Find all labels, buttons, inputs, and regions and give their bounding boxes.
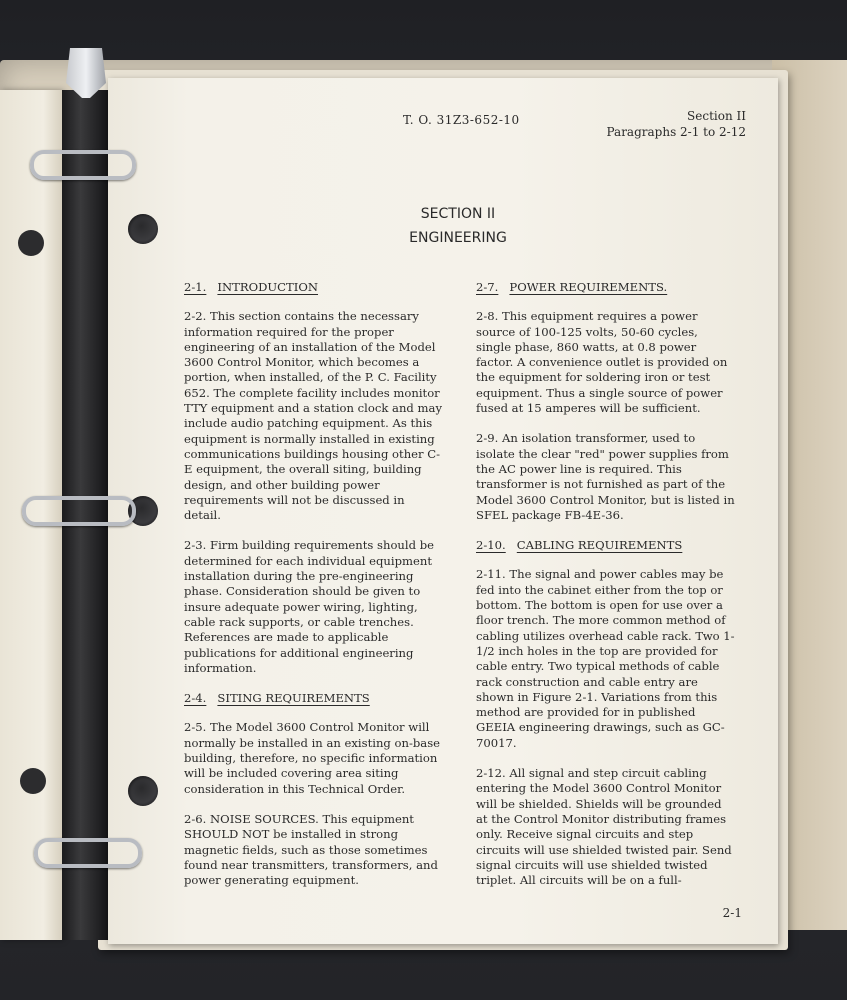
punch-hole-icon <box>18 230 44 256</box>
paragraph-2-2: 2-2. This section contains the necessary information required for the proper engineering of an installation of the Model 3600 Control Monitor, which becomes a portion, when installed, of the P. C. Facility 652. The complete facility includes monitor TTY equipment and a station clock and may include audio patching equipment. As this equipment is normally installed in existing communications buildings housing other C-E equipment, the overall siting, building design, and other building power requirements will not be discussed in detail. <box>184 309 442 523</box>
paragraph-2-8: 2-8. This equipment requires a power source of 100-125 volts, 50-60 cycles, single phase, 860 watts, at 0.8 power factor. A convenience outlet is provided on the equipment for soldering iron or test equipment. Thus a single source of power fused at 15 amperes will be sufficient. <box>476 309 728 416</box>
section-label: Section II <box>687 109 746 123</box>
binder-ring-icon <box>34 838 142 868</box>
doc-number: T. O. 31Z3-652-10 <box>403 113 520 127</box>
heading-power: 2-7. POWER REQUIREMENTS. <box>476 280 668 294</box>
punch-hole-icon <box>20 768 46 794</box>
page-number: 2-1 <box>722 906 742 920</box>
paragraph-2-12: 2-12. All signal and step circuit cabling entering the Model 3600 Control Monitor will be shielded. Shields will be grounded at the Control Monitor distributing frames only. Receive signal circuits and step circuits will use shielded twisted pair. Send signal circuits will use shielded twisted triplet. All circuits will be on a full- <box>476 766 732 888</box>
paragraph-2-9: 2-9. An isolation transformer, used to isolate the clear "red" power supplies from the AC power line is required. This transformer is not furnished as part of the Model 3600 Control Monitor, but is listed in SFEL package FB-4E-36. <box>476 431 735 522</box>
document-page <box>108 78 778 944</box>
binder-ring-icon <box>30 150 136 180</box>
right-column <box>476 280 736 903</box>
paragraph-2-3: 2-3. Firm building requirements should be determined for each individual equipment installation during the pre-engineering phase. Consideration should be given to insure adequate power wiring, lighting, cable rack supports, or cable trenches. References are made to applicable publications for additional engineering information. <box>184 538 435 675</box>
paragraph-range: Paragraphs 2-1 to 2-12 <box>606 125 746 139</box>
section-header <box>607 108 747 140</box>
heading-introduction: 2-1. INTRODUCTION <box>184 280 319 294</box>
heading-cabling: 2-10. CABLING REQUIREMENTS <box>476 538 683 553</box>
heading-siting: 2-4. SITING REQUIREMENTS <box>184 691 370 706</box>
section-subtitle: ENGINEERING <box>409 230 507 246</box>
paragraph-2-6: 2-6. NOISE SOURCES. This equipment SHOULD NOT be installed in strong magnetic fields, such as those sometimes found near transmitters, transformers, and power generating equipment. <box>184 811 438 888</box>
left-column <box>184 280 444 903</box>
section-title: SECTION II <box>420 206 496 222</box>
paragraph-2-5: 2-5. The Model 3600 Control Monitor will normally be installed in an existing on-base building, therefore, no specific information will be included covering area siting consideration in this Technical Order. <box>184 720 441 796</box>
binder-ring-icon <box>22 496 136 526</box>
paragraph-2-11: 2-11. The signal and power cables may be fed into the cabinet either from the top or bottom. The bottom is open for use over a floor trench. The more common method of cabling utilizes overhead cable rack. Two 1-1/2 inch holes in the top are provided for cable entry. Two typical methods of cable rack construction and cable entry are shown in Figure 2-1. Variations from this method are provided for in published GEEIA engineering drawings, such as GC-70017. <box>476 567 735 750</box>
punch-hole-icon <box>128 776 158 806</box>
